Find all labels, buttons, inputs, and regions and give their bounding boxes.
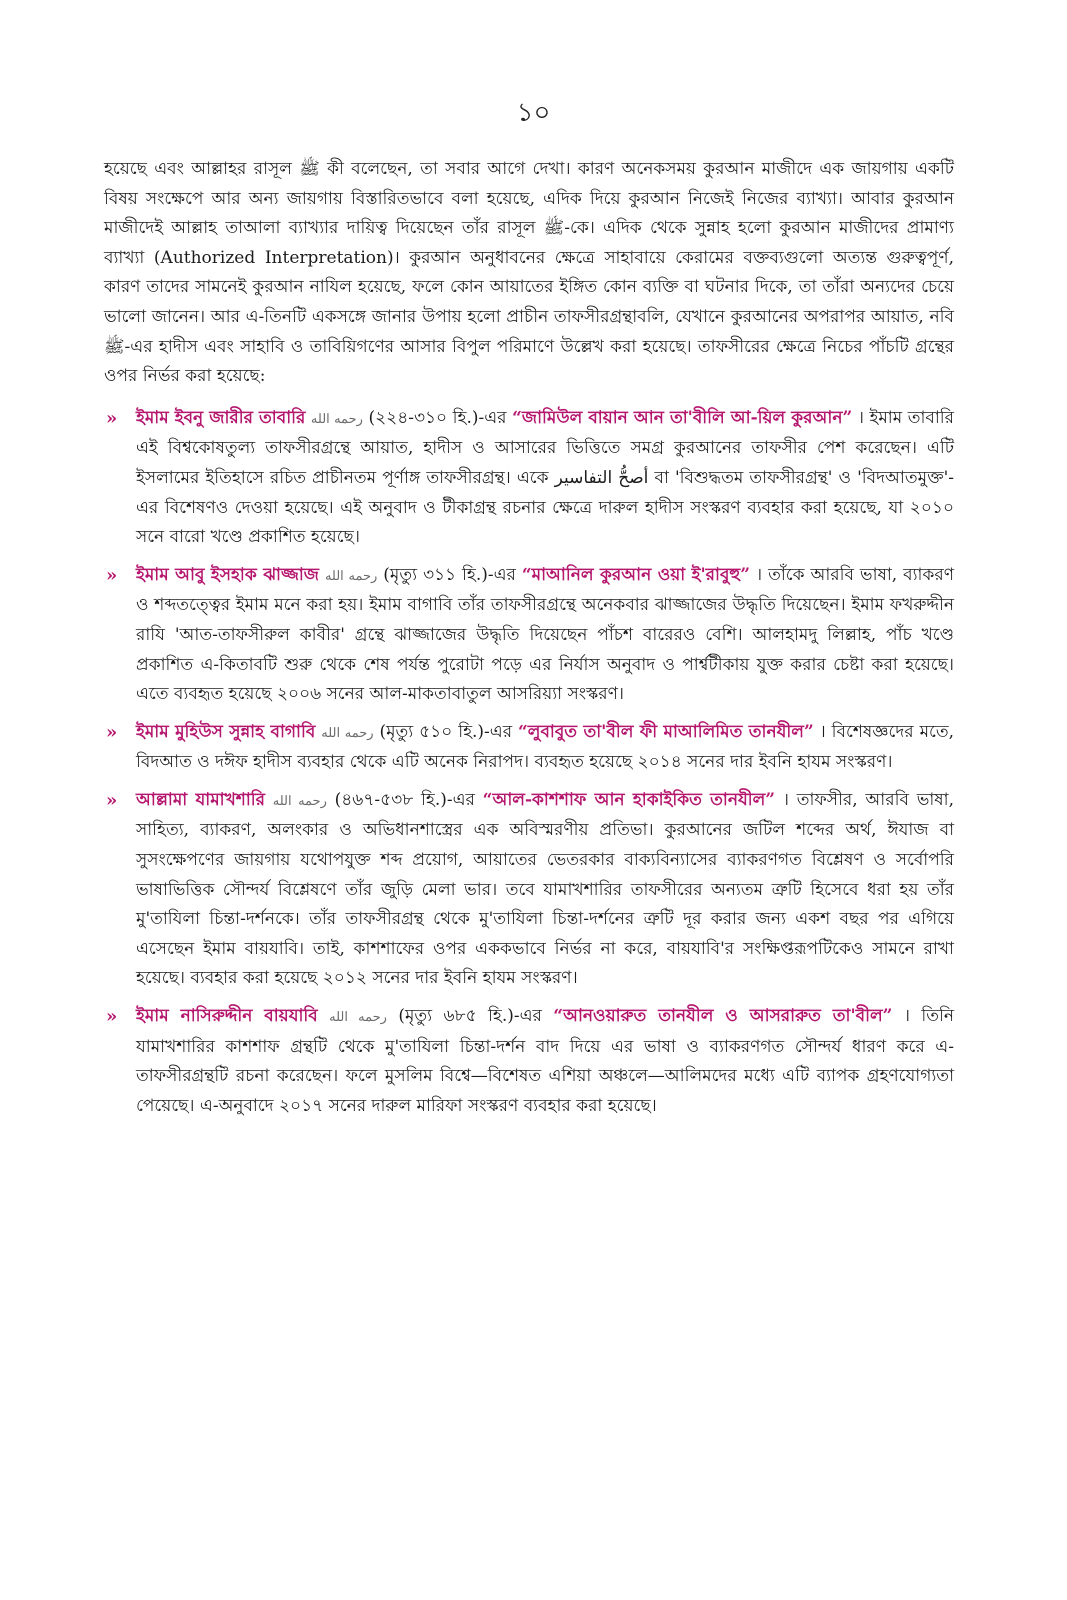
entry-description: । তাফসীর, আরবি ভাষা, সাহিত্য, ব্যাকরণ, অলংকার ও অভিধানশাস্ত্রের এক অবিস্মরণীয় প্রতিভা। কুরআনের জটিল শব্দের অর্থ, ঈযাজ বা সুসংক্ষেপণের জায়গায় যথোপযুক্ত শব্দ প্রয়োগ, আয়াতের ভেতরকার বাক্যবিন্যাসের ব্যাকরণগত বিশ্লেষণ ও সর্বোপরি ভাষাভিত্তিক সৌন্দর্য বিশ্লেষণে তাঁর জুড়ি মেলা ভার। তবে যামাখশারির তাফসীরের অন্যতম ত্রুটি হিসেবে ধরা হয় তাঁর মু'তাযিলা চিন্তা-দর্শনকে। তাঁর তাফসীরগ্রন্থ থেকে মু'তাযিলা চিন্তা-দর্শনের ত্রুটি দূর করার জন্য একশ বছর পর এগিয়ে এসেছেন ইমাম বায়যাবি। তাই, কাশশাফের ওপর এককভাবে নির্ভর না করে, বায়যাবি'র সংক্ষিপ্তরূপটিকেও সামনে রাখা হয়েছে। ব্যবহার করা হয়েছে ২০১২ সনের দার ইবনি হাযম সংস্করণ। xyxy=(136,789,954,989)
entry-description: । ইমাম তাবারি এই বিশ্বকোষতুল্য তাফসীরগ্রন্থে আয়াত, হাদীস ও আসারের ভিত্তিতে সমগ্র কুরআনের তাফসীর পেশ করেছেন। এটি ইসলামের ইতিহাসে রচিত প্রাচীনতম পূর্ণাঙ্গ তাফসীরগ্রন্থ। একে أصحُّ التفاسير বা 'বিশুদ্ধতম তাফসীরগ্রন্থ' ও 'বিদআতমুক্ত'-এর বিশেষণও দেওয়া হয়েছে। এই অনুবাদ ও টীকাগ্রন্থ রচনার ক্ষেত্রে দারুল হাদীস সংস্করণ ব্যবহার করা হয়েছে, যা ২০১০ সনে বারো খণ্ডে প্রকাশিত হয়েছে। xyxy=(136,407,955,548)
honorific-ligature: رحمه الله xyxy=(321,725,374,741)
entry-description: । বিশেষজ্ঞদের মতে, বিদআত ও দঈফ হাদীস ব্যবহার থেকে এটি অনেক নিরাপদ। ব্যবহৃত হয়েছে ২০১৪ সনের দার ইবনি হাযম সংস্করণ। xyxy=(136,721,955,773)
tafsir-entry xyxy=(104,561,954,710)
intro-paragraph: হয়েছে এবং আল্লাহর রাসূল ﷺ কী বলেছেন, তা সবার আগে দেখা। কারণ অনেকসময় কুরআন মাজীদে এক জায়গায় একটি বিষয় সংক্ষেপে আর অন্য জায়গায় বিস্তারিতভাবে বলা হয়েছে, এদিক দিয়ে কুরআন নিজেই নিজের ব্যাখ্যা। আবার কুরআন মাজীদেই আল্লাহ তাআলা ব্যাখ্যার দায়িত্ব দিয়েছেন তাঁর রাসূল ﷺ-কে। এদিক থেকে সুন্নাহ হলো কুরআন মাজীদের প্রামাণ্য ব্যাখ্যা (Authorized Interpretation)। কুরআন অনুধাবনের ক্ষেত্রে সাহাবায়ে কেরামের বক্তব্যগুলো অত্যন্ত গুরুত্বপূর্ণ, কারণ তাদের সামনেই কুরআন নাযিল হয়েছে, ফলে কোন আয়াতের ইঙ্গিত কোন ব্যক্তি বা ঘটনার দিকে, তা তাঁরা অন্যদের চেয়ে ভালো জানেন। আর এ-তিনটি একসঙ্গে জানার উপায় হলো প্রাচীন তাফসীরগ্রন্থাবলি, যেখানে কুরআনের অপরাপর আয়াত, নবি ﷺ-এর হাদীস এবং সাহাবি ও তাবিয়িগণের আসার বিপুল পরিমাণে উল্লেখ করা হয়েছে। তাফসীরের ক্ষেত্রে নিচের পাঁচটি গ্রন্থের ওপর নির্ভর করা হয়েছে: xyxy=(104,159,954,387)
page-number: ১০ xyxy=(516,98,551,128)
tafsir-entry xyxy=(104,404,954,553)
entry-author: ইমাম আবু ইসহাক ঝাজ্জাজ xyxy=(136,564,319,585)
page-body xyxy=(104,155,954,1129)
entry-dates: (মৃত্যু ৩১১ হি.)-এর xyxy=(383,564,522,585)
entry-book-title: “জামিউল বায়ান আন তা'বীলি আ-য়িল কুরআন” xyxy=(512,407,853,428)
entry-book-title: “আল-কাশশাফ আন হাকাইকিত তানযীল” xyxy=(482,789,776,810)
tafsir-entry xyxy=(104,718,954,778)
entry-author: ইমাম ইবনু জারীর তাবারি xyxy=(136,407,306,428)
entry-author: আল্লামা যামাখশারি xyxy=(136,789,265,810)
entry-book-title: “লুবাবুত তা'বীল ফী মাআলিমিত তানযীল” xyxy=(518,721,814,742)
entry-book-title: “আনওয়ারুত তানযীল ও আসরারুত তা'বীল” xyxy=(553,1006,893,1027)
entry-dates: (৪৬৭-৫৩৮ হি.)-এর xyxy=(334,789,483,810)
bullet-marker: » xyxy=(106,407,118,429)
bullet-marker: » xyxy=(106,564,118,586)
entry-dates: (২২৪-৩১০ হি.)-এর xyxy=(368,407,513,428)
honorific-ligature: رحمه الله xyxy=(329,1010,387,1026)
bullet-marker: » xyxy=(106,789,118,811)
honorific-ligature: رحمه الله xyxy=(272,793,327,809)
entry-dates: (মৃত্যু ৫১০ হি.)-এর xyxy=(379,721,518,742)
honorific-ligature: رحمه الله xyxy=(324,568,378,584)
entry-description: । তিনি যামাখশারির কাশশাফ গ্রন্থটি থেকে মু'তাযিলা চিন্তা-দর্শন বাদ দিয়ে এর ভাষা ও ব্যাকরণগত সৌন্দর্য ধারণ করে এ-তাফসীরগ্রন্থটি রচনা করেছেন। ফলে মুসলিম বিশ্বে—বিশেষত এশিয়া অঞ্চলে—আলিমদের মধ্যে এটি ব্যাপক গ্রহণযোগ্যতা পেয়েছে। এ-অনুবাদে ২০১৭ সনের দারুল মারিফা সংস্করণ ব্যবহার করা হয়েছে। xyxy=(136,1006,954,1116)
entry-author: ইমাম নাসিরুদ্দীন বায়যাবি xyxy=(136,1006,318,1027)
bullet-marker: » xyxy=(106,1006,118,1028)
honorific-ligature: رحمه الله xyxy=(310,411,363,427)
tafsir-entry xyxy=(104,1002,954,1121)
bullet-marker: » xyxy=(106,721,118,743)
entry-dates: (মৃত্যু ৬৮৫ হি.)-এর xyxy=(398,1006,554,1027)
entry-author: ইমাম মুহিউস সুন্নাহ বাগাবি xyxy=(136,721,316,742)
tafsir-source-list xyxy=(104,404,954,1122)
entry-description: । তাঁকে আরবি ভাষা, ব্যাকরণ ও শব্দতত্ত্বের ইমাম মনে করা হয়। ইমাম বাগাবি তাঁর তাফসীরগ্রন্থে অনেকবার ঝাজ্জাজের উদ্ধৃতি দিয়েছেন। ইমাম ফখরুদ্দীন রাযি 'আত-তাফসীরুল কাবীর' গ্রন্থে ঝাজ্জাজের উদ্ধৃতি দিয়েছেন পাঁচশ বারেরও বেশি। আলহামদু লিল্লাহ, পাঁচ খণ্ডে প্রকাশিত এ-কিতাবটি শুরু থেকে শেষ পর্যন্ত পুরোটা পড়ে এর নির্যাস অনুবাদ ও পার্শ্বটীকায় যুক্ত করার চেষ্টা করা হয়েছে। এতে ব্যবহৃত হয়েছে ২০০৬ সনের আল-মাকতাবাতুল আসরিয়্যা সংস্করণ। xyxy=(136,564,955,705)
tafsir-entry xyxy=(104,786,954,994)
entry-book-title: “মাআনিল কুরআন ওয়া ই'রাবুহু” xyxy=(521,564,751,585)
